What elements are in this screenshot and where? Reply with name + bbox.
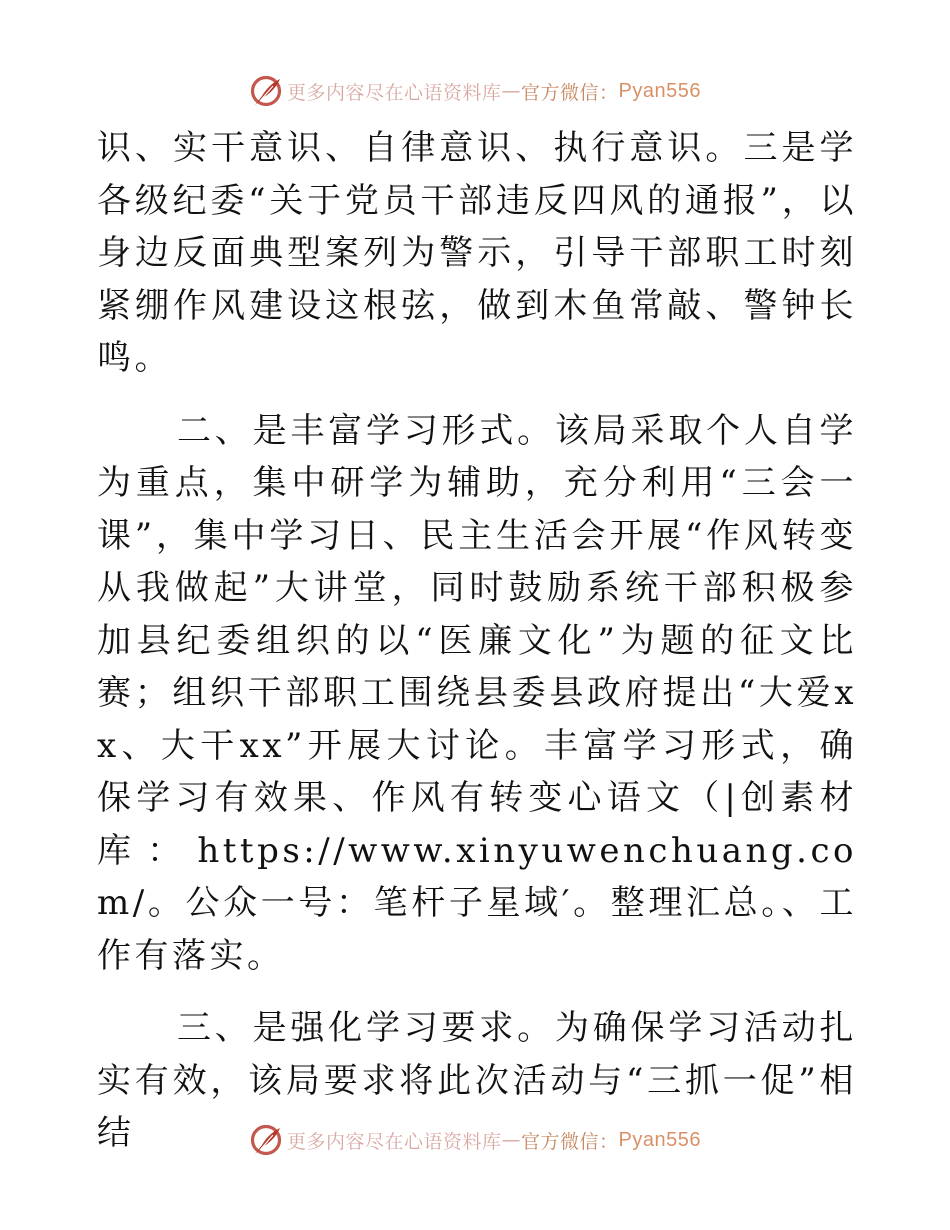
banner-dash: —	[501, 80, 522, 102]
paragraph-continuation: 识、实干意识、自律意识、执行意识。三是学各级纪委“关于党员干部违反四风的通报”，以身边反面典型案列为警示，引导干部职工时刻紧绷作风建设这根弦，做到木鱼常敲、警钟长鸣。	[97, 128, 857, 378]
footer-watermark-banner	[0, 1120, 950, 1160]
quill-logo-icon	[249, 1123, 283, 1157]
paragraph-strengthen-requirements: 三、是强化学习要求。为确保学习活动扎实有效，该局要求将此次活动与“三抓一促”相结	[97, 1008, 857, 1153]
banner-dash: —	[501, 1129, 522, 1151]
banner-wechat-id: Pyan556	[618, 1128, 701, 1151]
banner-text: 更多内容尽在心语资料库	[287, 81, 502, 104]
quill-logo-icon	[249, 74, 283, 108]
banner-wechat-label: 官方微信：	[521, 1130, 619, 1153]
banner-text: 更多内容尽在心语资料库	[287, 1130, 502, 1153]
header-watermark-banner	[0, 71, 950, 111]
paragraph-enrich-learning-forms: 二、是丰富学习形式。该局采取个人自学为重点，集中研学为辅助，充分利用“三会一课”，集中学习日、民主生活会开展“作风转变从我做起”大讲堂，同时鼓励系统干部积极参加县纪委组织的以“医廉文化”为题的征文比赛；组织干部职工围绕县委县政府提出“大爱xx、大干xx”开展大讨论。丰富学习形式，确保学习有效果、作风有转变心语文（|创素材库：https://www.xinyuwenchuang.com/。公众一号：笔杆子星域′。整理汇总。、工作有落实。	[97, 410, 857, 976]
document-body	[97, 122, 857, 1160]
banner-wechat-id: Pyan556	[618, 79, 701, 102]
banner-wechat-label: 官方微信：	[521, 81, 619, 104]
